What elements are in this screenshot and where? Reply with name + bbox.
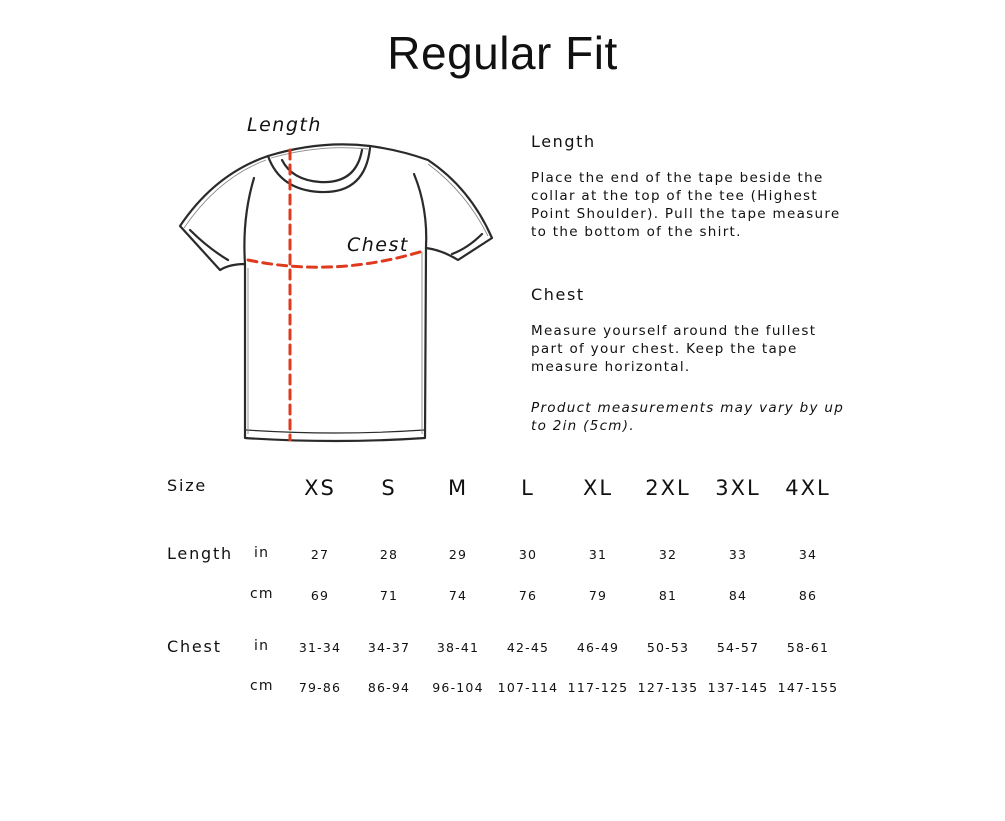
- size-header-label: Size: [167, 476, 208, 495]
- table-cell: 33: [728, 547, 748, 562]
- length-row-label: Length: [167, 544, 233, 563]
- table-cell: 38-41: [436, 640, 480, 655]
- figure-length-label: Length: [247, 114, 322, 136]
- table-cell: 86: [798, 588, 818, 603]
- table-cell: 31-34: [298, 640, 342, 655]
- size-header-cell: S: [381, 476, 397, 500]
- table-cell: 117-125: [567, 680, 629, 695]
- size-header-cell: L: [521, 476, 535, 500]
- page-title: Regular Fit: [387, 27, 618, 79]
- t-shirt-sketch-icon: [170, 108, 520, 458]
- size-header-cell: XS: [304, 476, 336, 500]
- table-cell: 81: [658, 588, 678, 603]
- table-cell: 76: [518, 588, 538, 603]
- table-cell: 54-57: [716, 640, 760, 655]
- unit-label: in: [254, 638, 270, 654]
- table-cell: 58-61: [786, 640, 830, 655]
- table-cell: 27: [310, 547, 330, 562]
- size-header-cell: M: [447, 476, 469, 500]
- table-cell: 32: [658, 547, 678, 562]
- table-cell: 50-53: [646, 640, 690, 655]
- measurement-note: Product measurements may vary by up to 2in (5cm).: [531, 400, 845, 434]
- table-cell: 86-94: [367, 680, 411, 695]
- table-cell: 127-135: [637, 680, 699, 695]
- chest-instructions: Measure yourself around the fullest part of your chest. Keep the tape measure horizontal.: [531, 323, 817, 375]
- unit-label: in: [254, 545, 270, 561]
- table-cell: 137-145: [707, 680, 769, 695]
- length-heading: Length: [531, 132, 596, 151]
- table-cell: 107-114: [497, 680, 559, 695]
- table-cell: 79-86: [298, 680, 342, 695]
- table-cell: 46-49: [576, 640, 620, 655]
- table-cell: 34: [798, 547, 818, 562]
- table-cell: 147-155: [777, 680, 839, 695]
- table-cell: 34-37: [367, 640, 411, 655]
- table-cell: 29: [448, 547, 468, 562]
- table-cell: 28: [379, 547, 399, 562]
- size-header-cell: 3XL: [715, 476, 761, 500]
- chest-heading: Chest: [531, 285, 585, 304]
- size-header-cell: 4XL: [785, 476, 831, 500]
- size-header-cell: 2XL: [645, 476, 691, 500]
- figure-chest-label: Chest: [347, 234, 409, 256]
- table-cell: 30: [518, 547, 538, 562]
- table-cell: 79: [588, 588, 608, 603]
- size-header-cell: XL: [582, 476, 614, 500]
- table-cell: 84: [728, 588, 748, 603]
- table-cell: 42-45: [506, 640, 550, 655]
- unit-label: cm: [250, 678, 274, 694]
- unit-label: cm: [250, 586, 274, 602]
- table-cell: 31: [588, 547, 608, 562]
- length-instructions: Place the end of the tape beside the collar at the top of the tee (Highest Point Shoulder). Pull the tape measure to the bottom of the shirt.: [531, 170, 841, 240]
- table-cell: 69: [310, 588, 330, 603]
- table-cell: 74: [448, 588, 468, 603]
- table-cell: 71: [379, 588, 399, 603]
- chest-row-label: Chest: [167, 637, 222, 656]
- table-cell: 96-104: [432, 680, 484, 695]
